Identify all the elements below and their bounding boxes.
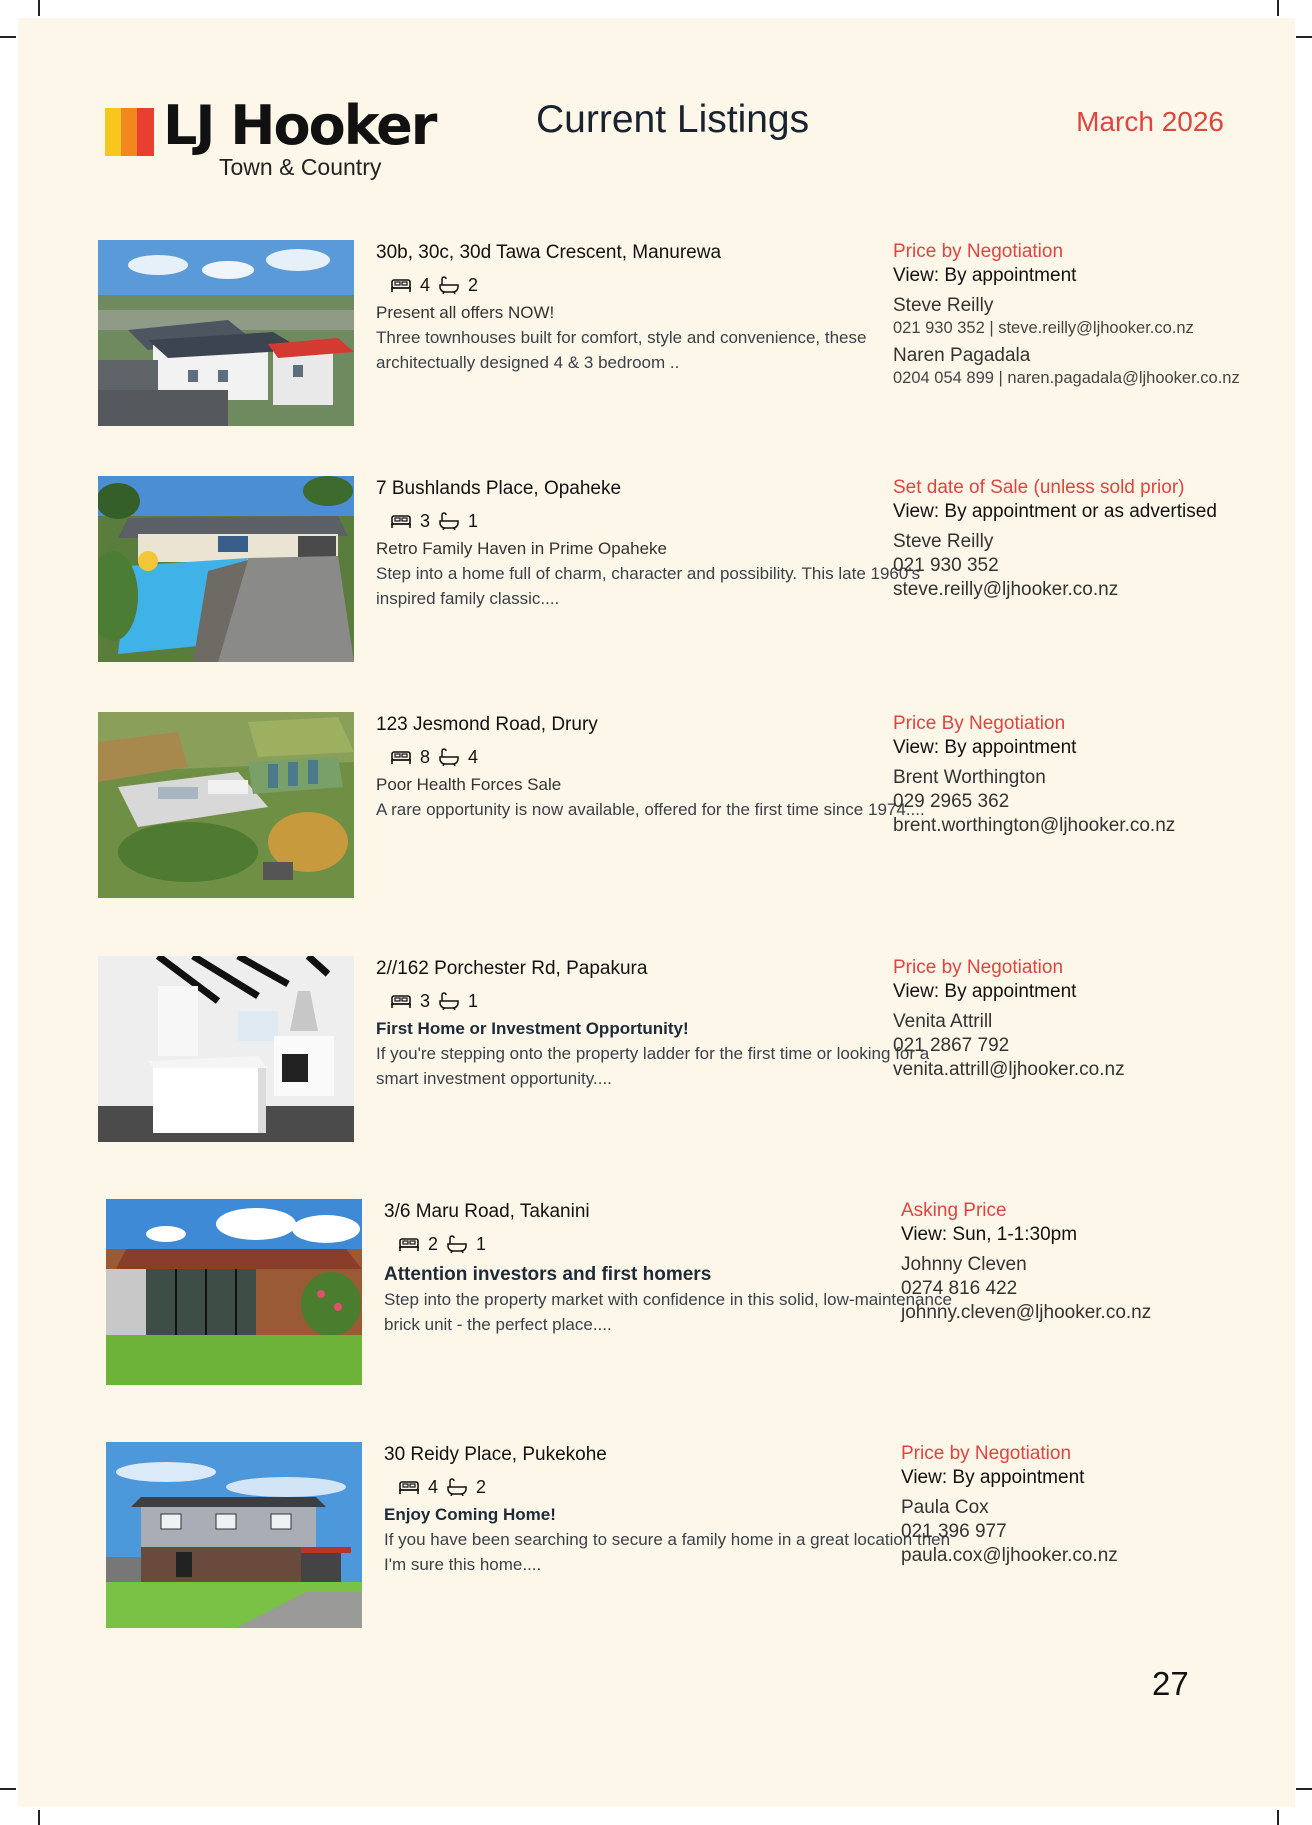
listing-address[interactable]: 2//162 Porchester Rd, Papakura <box>376 958 648 979</box>
crop-mark <box>1277 1810 1279 1825</box>
listing-card[interactable] <box>98 476 1278 664</box>
bath-count: 4 <box>468 746 479 767</box>
agent-name: Brent Worthington <box>893 767 1046 788</box>
bed-count: 3 <box>420 990 431 1011</box>
listing-card[interactable] <box>98 240 1278 428</box>
listing-card[interactable] <box>106 1442 1286 1630</box>
agent-email[interactable]: johnny.cleven@ljhooker.co.nz <box>901 1302 1152 1323</box>
listing-description: Step into the property market with confidence in this solid, low-maintenance brick unit - the perfect place.... <box>384 1290 952 1334</box>
listing-info <box>384 1199 954 1337</box>
price-method: Set date of Sale (unless sold prior) <box>893 477 1185 498</box>
bath-count: 2 <box>476 1476 487 1497</box>
listing-card[interactable] <box>106 1199 1286 1387</box>
agent-phone[interactable]: 021 930 352 <box>893 555 999 576</box>
listing-description: Three townhouses built for comfort, style and convenience, these architectually designed 4 & 3 bedroom .. <box>376 328 867 372</box>
bed-icon <box>390 748 412 766</box>
viewing-times: View: By appointment <box>893 981 1077 1002</box>
agent-email[interactable]: paula.cox@ljhooker.co.nz <box>901 1545 1118 1566</box>
listing-card[interactable] <box>98 956 1278 1144</box>
listing-description: A rare opportunity is now available, offered for the first time since 1974.... <box>376 800 925 819</box>
agent-name: Naren Pagadala <box>893 345 1031 366</box>
crop-mark <box>1296 1788 1312 1790</box>
bed-icon <box>398 1235 420 1253</box>
agent-name: Steve Reilly <box>893 295 994 316</box>
bath-count: 1 <box>468 990 479 1011</box>
price-method: Price by Negotiation <box>893 241 1064 262</box>
agent-phone[interactable]: 0274 816 422 <box>901 1278 1018 1299</box>
listing-photo[interactable] <box>98 240 354 426</box>
viewing-times: View: By appointment or as advertised <box>893 501 1217 522</box>
bath-icon <box>438 992 460 1010</box>
listing-address[interactable]: 30 Reidy Place, Pukekohe <box>384 1444 607 1465</box>
listing-photo[interactable] <box>98 956 354 1142</box>
bed-icon <box>390 992 412 1010</box>
listing-headline: Enjoy Coming Home! <box>384 1505 556 1524</box>
logo-bar-red <box>137 108 154 156</box>
agent-name: Johnny Cleven <box>901 1254 1027 1275</box>
listing-address[interactable]: 7 Bushlands Place, Opaheke <box>376 478 622 499</box>
agent-contact[interactable]: 0204 054 899 | naren.pagadala@ljhooker.co.nz <box>893 369 1240 387</box>
listing-info <box>376 476 946 611</box>
listing-features <box>390 745 946 769</box>
listing-contact <box>901 1199 1301 1325</box>
listing-contact <box>893 712 1293 838</box>
viewing-times: View: Sun, 1-1:30pm <box>901 1224 1078 1245</box>
agent-name: Venita Attrill <box>893 1011 993 1032</box>
viewing-times: View: By appointment <box>893 737 1077 758</box>
bed-icon <box>390 276 412 294</box>
listing-features <box>398 1475 954 1499</box>
crop-mark <box>38 1810 40 1825</box>
price-method: Asking Price <box>901 1200 1007 1221</box>
listing-info <box>376 240 946 375</box>
listing-headline: Attention investors and first homers <box>384 1264 712 1285</box>
agent-contact[interactable]: 021 930 352 | steve.reilly@ljhooker.co.nz <box>893 319 1194 337</box>
price-method: Price by Negotiation <box>901 1443 1072 1464</box>
bed-icon <box>398 1478 420 1496</box>
bath-count: 1 <box>468 510 479 531</box>
listing-photo[interactable] <box>98 476 354 662</box>
listing-info <box>376 956 946 1091</box>
crop-mark <box>1296 36 1312 38</box>
listing-address[interactable]: 30b, 30c, 30d Tawa Crescent, Manurewa <box>376 242 722 263</box>
bed-count: 4 <box>420 274 431 295</box>
listing-description: If you have been searching to secure a family home in a great location then I'm sure this home.... <box>384 1530 951 1574</box>
logo-subtitle: Town & Country <box>219 154 382 180</box>
logo-bar-orange <box>121 108 138 156</box>
bed-icon <box>390 512 412 530</box>
bath-icon <box>438 276 460 294</box>
bath-icon <box>438 512 460 530</box>
bed-count: 3 <box>420 510 431 531</box>
agent-name: Steve Reilly <box>893 531 994 552</box>
agent-phone[interactable]: 021 2867 792 <box>893 1035 1010 1056</box>
listing-description: If you're stepping onto the property ladder for the first time or looking for a smart investment opportunity.... <box>376 1044 930 1088</box>
listing-features <box>390 273 946 297</box>
bath-icon <box>446 1478 468 1496</box>
crop-mark <box>0 36 16 38</box>
listing-info <box>376 712 946 822</box>
page-number: 27 <box>1152 1665 1189 1702</box>
listing-features <box>398 1232 954 1256</box>
viewing-times: View: By appointment <box>893 265 1077 286</box>
agent-phone[interactable]: 029 2965 362 <box>893 791 1010 812</box>
viewing-times: View: By appointment <box>901 1467 1085 1488</box>
crop-mark <box>0 1788 16 1790</box>
listing-info <box>384 1442 954 1577</box>
listing-photo[interactable] <box>106 1442 362 1628</box>
bath-icon <box>446 1235 468 1253</box>
agent-email[interactable]: brent.worthington@ljhooker.co.nz <box>893 815 1176 836</box>
listing-contact <box>893 956 1293 1082</box>
agent-email[interactable]: steve.reilly@ljhooker.co.nz <box>893 579 1119 600</box>
listing-headline: Poor Health Forces Sale <box>376 775 562 794</box>
agent-name: Paula Cox <box>901 1497 989 1518</box>
bed-count: 8 <box>420 746 431 767</box>
bath-count: 1 <box>476 1233 487 1254</box>
logo-wordmark: LJ Hooker <box>163 94 436 157</box>
price-method: Price By Negotiation <box>893 713 1066 734</box>
listing-contact <box>893 476 1293 602</box>
issue-date: March 2026 <box>1076 106 1224 137</box>
bed-count: 4 <box>428 1476 439 1497</box>
bed-count: 2 <box>428 1233 439 1254</box>
logo-color-bars <box>105 108 154 156</box>
listing-description: Step into a home full of charm, character and possibility. This late 1960's inspired family classic.... <box>376 564 921 608</box>
price-method: Price by Negotiation <box>893 957 1064 978</box>
listing-features <box>390 989 946 1013</box>
crop-mark <box>1277 0 1279 16</box>
listing-features <box>390 509 946 533</box>
listing-headline: Retro Family Haven in Prime Opaheke <box>376 539 668 558</box>
listing-headline: Present all offers NOW! <box>376 303 555 322</box>
page-title: Current Listings <box>536 98 810 141</box>
agent-phone[interactable]: 021 396 977 <box>901 1521 1007 1542</box>
logo-bar-yellow <box>105 108 122 156</box>
listing-photo[interactable] <box>106 1199 362 1385</box>
listing-headline: First Home or Investment Opportunity! <box>376 1019 689 1038</box>
bath-icon <box>438 748 460 766</box>
crop-mark <box>38 0 40 16</box>
agent-email[interactable]: venita.attrill@ljhooker.co.nz <box>893 1059 1125 1080</box>
listing-address[interactable]: 3/6 Maru Road, Takanini <box>384 1201 590 1222</box>
listing-contact <box>901 1442 1301 1568</box>
listing-contact <box>893 240 1293 388</box>
brand-logo[interactable] <box>105 94 436 188</box>
listing-address[interactable]: 123 Jesmond Road, Drury <box>376 714 598 735</box>
listing-card[interactable] <box>98 712 1278 900</box>
listing-photo[interactable] <box>98 712 354 898</box>
bath-count: 2 <box>468 274 479 295</box>
